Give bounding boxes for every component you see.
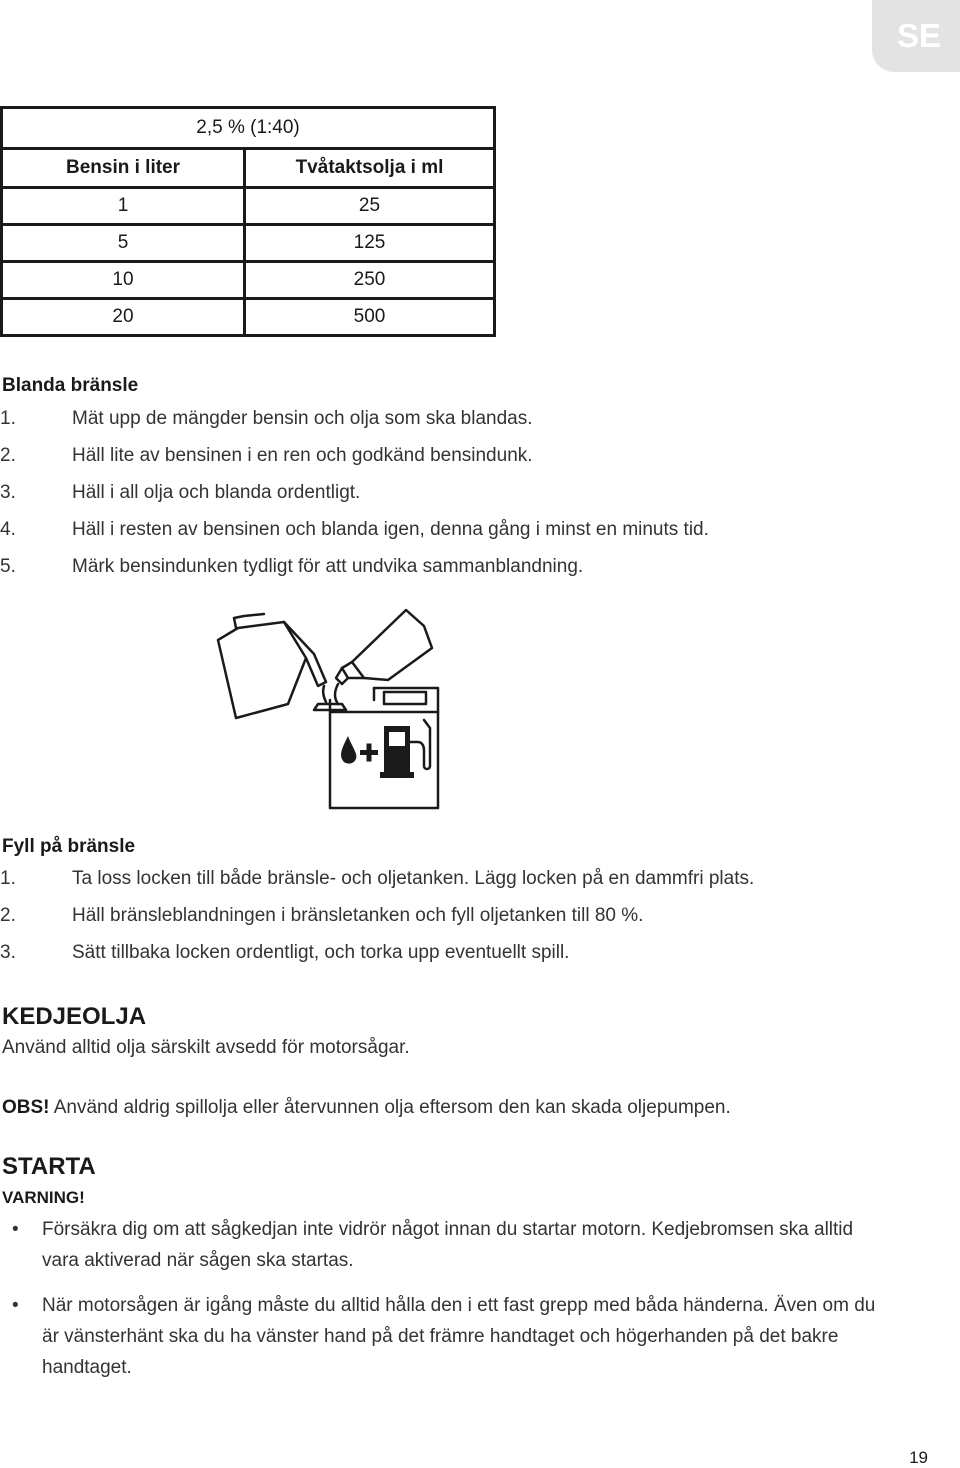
- fuel-mix-table: [0, 106, 496, 337]
- step-number: 5.: [0, 556, 16, 577]
- step-number: 2.: [0, 445, 16, 466]
- fyll-steps: [0, 860, 754, 971]
- step-text: Mät upp de mängder bensin och olja som ska blandas.: [72, 408, 533, 429]
- blanda-steps: [0, 400, 709, 585]
- obs-label: OBS!: [2, 1097, 50, 1118]
- cell-oil: 500: [245, 299, 495, 336]
- cell-petrol: 10: [2, 262, 245, 299]
- jug-icon: [218, 622, 306, 718]
- step-number: 4.: [0, 519, 16, 540]
- list-item: [0, 511, 709, 548]
- table-row: [2, 262, 495, 299]
- step-number: 3.: [0, 942, 16, 963]
- table-row: [2, 225, 495, 262]
- bullet-text: Försäkra dig om att sågkedjan inte vidrör något innan du startar motorn. Kedjebromsen ska alltid vara aktiverad när sågen ska startas.: [42, 1219, 854, 1271]
- obs-text: Använd aldrig spillolja eller återvunnen olja eftersom den kan skada oljepumpen.: [49, 1097, 731, 1118]
- starta-heading: STARTA: [2, 1153, 96, 1180]
- table-header-row: [2, 149, 495, 188]
- fuel-mixing-illustration: [214, 608, 454, 814]
- cell-oil: 250: [245, 262, 495, 299]
- list-item: [0, 548, 709, 585]
- step-text: Häll lite av bensinen i en ren och godkänd bensindunk.: [72, 445, 533, 466]
- list-item: [0, 897, 754, 934]
- blanda-heading: Blanda bränsle: [2, 375, 139, 396]
- list-item: [0, 860, 754, 897]
- fuel-pump-icon: [380, 726, 414, 778]
- starta-bullets: [0, 1214, 880, 1397]
- list-item: [0, 437, 709, 474]
- kedjeolja-text: Använd alltid olja särskilt avsedd för motorsågar.: [2, 1037, 410, 1058]
- obs-paragraph: [2, 1097, 731, 1119]
- list-item: [0, 474, 709, 511]
- table-row: [2, 299, 495, 336]
- oil-bottle-icon: [352, 610, 432, 680]
- bullet-icon: •: [12, 1219, 19, 1240]
- cell-petrol: 5: [2, 225, 245, 262]
- fyll-heading: Fyll på bränsle: [2, 836, 136, 857]
- cell-oil: 125: [245, 225, 495, 262]
- table-row: [2, 188, 495, 225]
- step-number: 1.: [0, 408, 16, 429]
- cell-petrol: 1: [2, 188, 245, 225]
- step-number: 3.: [0, 482, 16, 503]
- header-oil: Tvåtaktsolja i ml: [245, 149, 495, 188]
- bullet-text: När motorsågen är igång måste du alltid hålla den i ett fast grepp med båda händerna. Även om du är vänsterhänt ska du ha vänster hand på det främre handtaget och högerhanden på det bakre handtaget.: [42, 1295, 876, 1378]
- step-number: 1.: [0, 868, 16, 889]
- page-number: 19: [909, 1448, 928, 1467]
- step-text: Sätt tillbaka locken ordentligt, och torka upp eventuellt spill.: [72, 942, 570, 963]
- step-text: Häll i all olja och blanda ordentligt.: [72, 482, 361, 503]
- oil-drop-icon: [341, 736, 356, 764]
- step-text: Häll bränsleblandningen i bränsletanken och fyll oljetanken till 80 %.: [72, 905, 644, 926]
- step-number: 2.: [0, 905, 16, 926]
- list-item: [0, 934, 754, 971]
- list-item: [0, 1290, 880, 1383]
- ratio-row: [2, 108, 495, 149]
- cell-oil: 25: [245, 188, 495, 225]
- kedjeolja-heading: KEDJEOLJA: [2, 1003, 147, 1030]
- cell-petrol: 20: [2, 299, 245, 336]
- bullet-icon: •: [12, 1295, 19, 1316]
- language-tab: SE: [872, 0, 960, 72]
- step-text: Ta loss locken till både bränsle- och oljetanken. Lägg locken på en dammfri plats.: [72, 868, 755, 889]
- list-item: [0, 1214, 880, 1276]
- header-petrol: Bensin i liter: [2, 149, 245, 188]
- warning-label: VARNING!: [2, 1188, 85, 1207]
- step-text: Märk bensindunken tydligt för att undvika sammanblandning.: [72, 556, 584, 577]
- list-item: [0, 400, 709, 437]
- ratio-cell: 2,5 % (1:40): [2, 108, 495, 149]
- step-text: Häll i resten av bensinen och blanda igen, denna gång i minst en minuts tid.: [72, 519, 709, 540]
